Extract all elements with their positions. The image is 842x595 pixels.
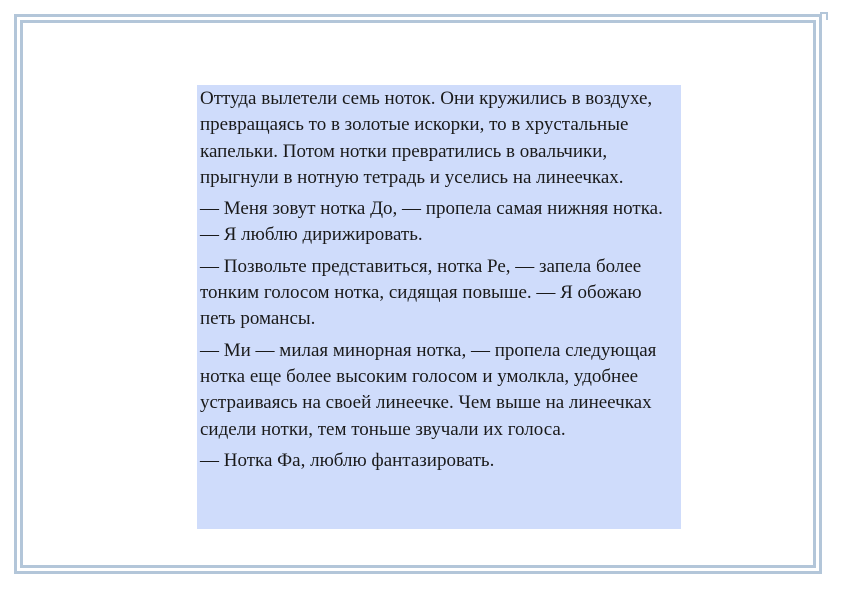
story-paragraph: — Позвольте представиться, нотка Ре, — запела более тонким голосом нотка, сидящая повыше. — Я обожаю петь романсы. bbox=[200, 255, 642, 330]
story-paragraph: — Нотка Фа, люблю фантазировать. bbox=[200, 449, 495, 471]
story-paragraph: — Меня зовут нотка До, — пропела самая нижняя нотка. — Я люблю дирижировать. bbox=[200, 198, 663, 246]
story-paragraph: Оттуда вылетели семь ноток. Они кружились в воздухе, превращаясь то в золотые искорки, то в хрустальные капельки. Потом нотки превратились в овальчики, прыгнули в нотную тетрадь и уселись на линеечках. bbox=[200, 88, 653, 188]
frame-corner-decoration bbox=[820, 12, 828, 20]
story-paragraph: — Ми — милая минорная нотка, — пропела следующая нотка еще более высоким голосом и умолкла, удобнее устраиваясь на своей линеечке. Чем выше на линеечках сидели нотки, тем тоньше звучали их голоса. bbox=[200, 339, 657, 440]
story-text-box bbox=[197, 85, 681, 529]
